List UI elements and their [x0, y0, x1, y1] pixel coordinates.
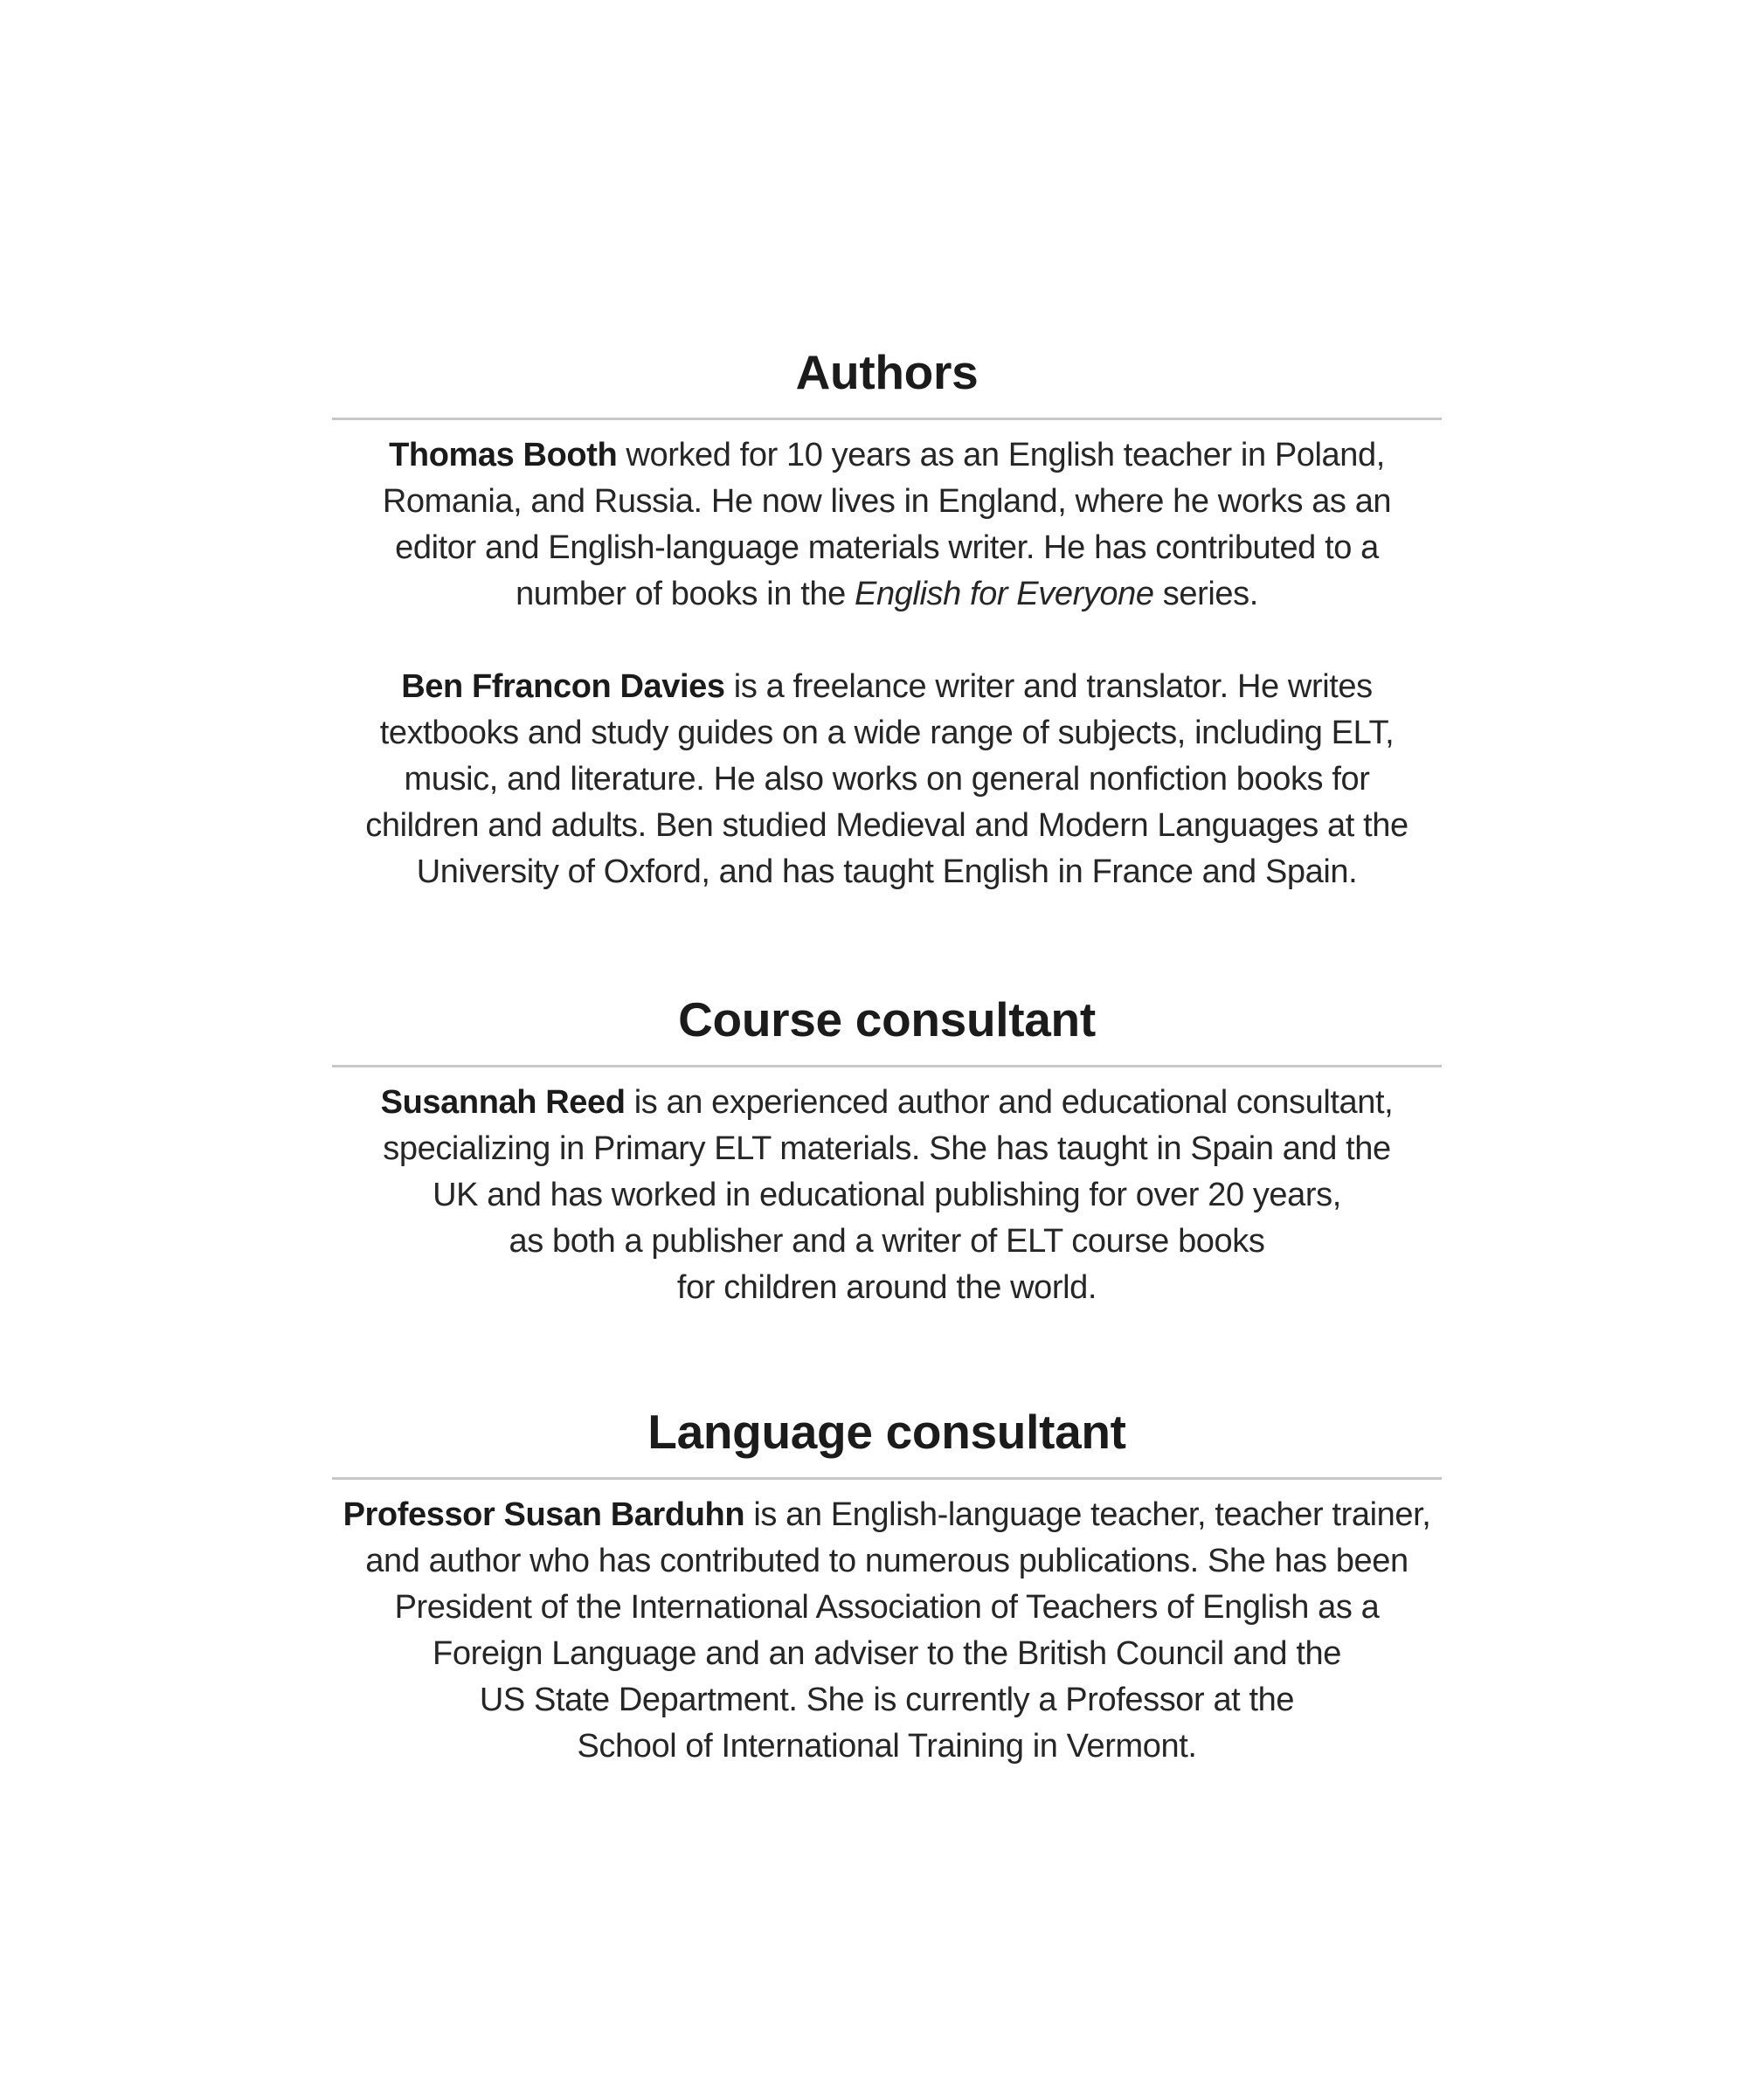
- bio-text: editor and English-language materials writer. He has contributed to a: [395, 529, 1379, 566]
- spacer: [332, 1311, 1442, 1400]
- course-consultant-divider: [332, 1065, 1442, 1067]
- bio-text: is an English-language teacher, teacher trainer,: [744, 1496, 1431, 1533]
- language-consultant-divider: [332, 1477, 1442, 1480]
- bio-text: music, and literature. He also works on general nonfiction books for: [404, 761, 1370, 798]
- consultant-bio-susannah-reed: [332, 1080, 1442, 1311]
- consultant-name: Susannah Reed: [380, 1084, 626, 1121]
- authors-divider: [332, 418, 1442, 420]
- bio-text: University of Oxford, and has taught English in France and Spain.: [416, 853, 1358, 890]
- author-name: Thomas Booth: [389, 437, 618, 473]
- language-consultant-section: [332, 1400, 1442, 1770]
- bio-text: textbooks and study guides on a wide range of subjects, including ELT,: [379, 715, 1395, 751]
- consultant-name: Professor Susan Barduhn: [343, 1496, 745, 1533]
- bio-text: UK and has worked in educational publishing for over 20 years,: [433, 1177, 1341, 1213]
- bio-text: Romania, and Russia. He now lives in England, where he works as an: [382, 483, 1392, 520]
- bio-text: President of the International Association of Teachers of English as a: [394, 1589, 1380, 1626]
- consultant-bio-susan-barduhn: [332, 1492, 1442, 1770]
- course-consultant-heading: Course consultant: [678, 992, 1096, 1047]
- bio-text: is a freelance writer and translator. He writes: [724, 668, 1373, 705]
- bio-text: children and adults. Ben studied Medieval and Modern Languages at the: [365, 807, 1408, 844]
- authors-section: [332, 341, 1442, 895]
- bio-text: worked for 10 years as an English teacher in Poland,: [617, 437, 1385, 473]
- bio-text: for children around the world.: [676, 1269, 1097, 1306]
- bio-text: School of International Training in Vermont.: [577, 1728, 1197, 1765]
- bio-text: and author who has contributed to numerous publications. She has been: [365, 1543, 1408, 1579]
- series-title: English for Everyone: [855, 576, 1154, 612]
- author-bio-thomas-booth: [332, 432, 1442, 618]
- spacer: [332, 618, 1442, 664]
- bio-text: specializing in Primary ELT materials. She has taught in Spain and the: [383, 1130, 1391, 1167]
- bio-text: is an experienced author and educational consultant,: [625, 1084, 1394, 1121]
- page-content: [332, 341, 1442, 1770]
- bio-text: Foreign Language and an adviser to the British Council and the: [433, 1635, 1341, 1672]
- language-consultant-heading: Language consultant: [647, 1405, 1126, 1459]
- bio-text: as both a publisher and a writer of ELT course books: [509, 1223, 1265, 1260]
- author-name: Ben Ffrancon Davies: [401, 668, 725, 705]
- authors-heading: Authors: [795, 345, 979, 399]
- course-consultant-section: [332, 988, 1442, 1311]
- bio-text: series.: [1153, 576, 1258, 612]
- author-bio-ben-ffrancon-davies: [332, 664, 1442, 895]
- bio-text: number of books in the: [516, 576, 855, 612]
- spacer: [332, 895, 1442, 988]
- bio-text: US State Department. She is currently a Professor at the: [479, 1682, 1295, 1718]
